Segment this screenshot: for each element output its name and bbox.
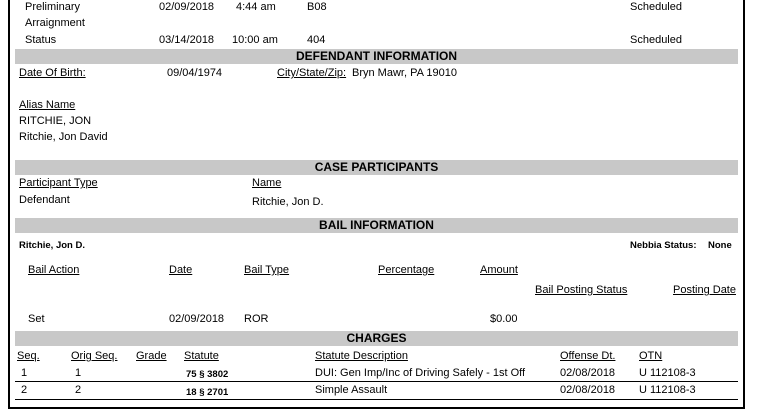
docket-page <box>8 0 745 409</box>
hearing-time: 10:00 am <box>232 34 278 46</box>
hearing-type-cont: Arraignment <box>25 17 85 29</box>
hearing-type: Status <box>25 34 57 46</box>
charge-otn-header: OTN <box>639 350 663 362</box>
hearing-time: 4:44 am <box>236 1 276 13</box>
charge-seq: 2 <box>21 384 28 396</box>
bail-date: 02/09/2018 <box>169 313 225 325</box>
bail-type: ROR <box>244 313 269 325</box>
charge-statute-header: Statute <box>184 350 219 362</box>
hearing-room: B08 <box>307 1 327 13</box>
hearing-date: 02/09/2018 <box>159 1 215 13</box>
bail-amount: $0.00 <box>490 313 518 325</box>
charges-section-header: CHARGES <box>15 331 738 346</box>
charge-description: Simple Assault <box>315 384 388 396</box>
dob-value: 09/04/1974 <box>167 67 223 79</box>
bail-action: Set <box>28 313 45 325</box>
participant-name: Ritchie, Jon D. <box>252 196 324 208</box>
nebbia-value: None <box>708 240 732 251</box>
nebbia-label: Nebbia Status: <box>630 240 697 251</box>
charge-otn: U 112108-3 <box>639 384 696 396</box>
charge-offense-date: 02/08/2018 <box>560 367 616 379</box>
hearing-room: 404 <box>307 34 326 46</box>
hearing-type: Preliminary <box>25 1 81 13</box>
hearing-status: Scheduled <box>630 34 682 46</box>
charge-orig-seq-header: Orig Seq. <box>71 350 118 362</box>
charge-row-divider <box>15 399 738 400</box>
bail-person: Ritchie, Jon D. <box>19 240 85 251</box>
city-value: Bryn Mawr, PA 19010 <box>352 67 457 79</box>
participant-type: Defendant <box>19 194 70 206</box>
bail-amount-header: Amount <box>480 264 518 276</box>
city-label: City/State/Zip: <box>277 67 347 79</box>
bail-posting-date-header: Posting Date <box>673 284 736 296</box>
hearing-status: Scheduled <box>630 1 682 13</box>
bail-type-header: Bail Type <box>244 264 290 276</box>
dob-label: Date Of Birth: <box>19 67 86 79</box>
charge-seq-header: Seq. <box>17 350 40 362</box>
bail-percentage-header: Percentage <box>378 264 435 276</box>
bail-posting-status-header: Bail Posting Status <box>535 284 628 296</box>
charge-otn: U 112108-3 <box>639 367 696 379</box>
charge-description-header: Statute Description <box>315 350 408 362</box>
bail-action-header: Bail Action <box>28 264 80 276</box>
defendant-section-header: DEFENDANT INFORMATION <box>15 49 738 64</box>
charge-row-divider <box>15 381 738 382</box>
charge-offense-date: 02/08/2018 <box>560 384 616 396</box>
alias-item: Ritchie, Jon David <box>19 131 108 143</box>
charge-seq: 1 <box>21 367 28 379</box>
charge-description: DUI: Gen Imp/Inc of Driving Safely - 1st Off <box>315 367 526 379</box>
charge-statute: 75 § 3802 <box>186 369 229 380</box>
charge-grade-header: Grade <box>136 350 167 362</box>
charge-statute: 18 § 2701 <box>186 387 229 398</box>
bail-date-header: Date <box>169 264 193 276</box>
participant-type-header: Participant Type <box>19 177 98 189</box>
bail-section-header: BAIL INFORMATION <box>15 218 738 233</box>
charge-orig-seq: 1 <box>75 367 82 379</box>
alias-item: RITCHIE, JON <box>19 115 92 127</box>
participant-name-header: Name <box>252 177 282 189</box>
charge-offense-date-header: Offense Dt. <box>560 350 616 362</box>
alias-label: Alias Name <box>19 99 76 111</box>
hearing-date: 03/14/2018 <box>159 34 215 46</box>
charge-orig-seq: 2 <box>75 384 82 396</box>
participants-section-header: CASE PARTICIPANTS <box>15 160 738 175</box>
